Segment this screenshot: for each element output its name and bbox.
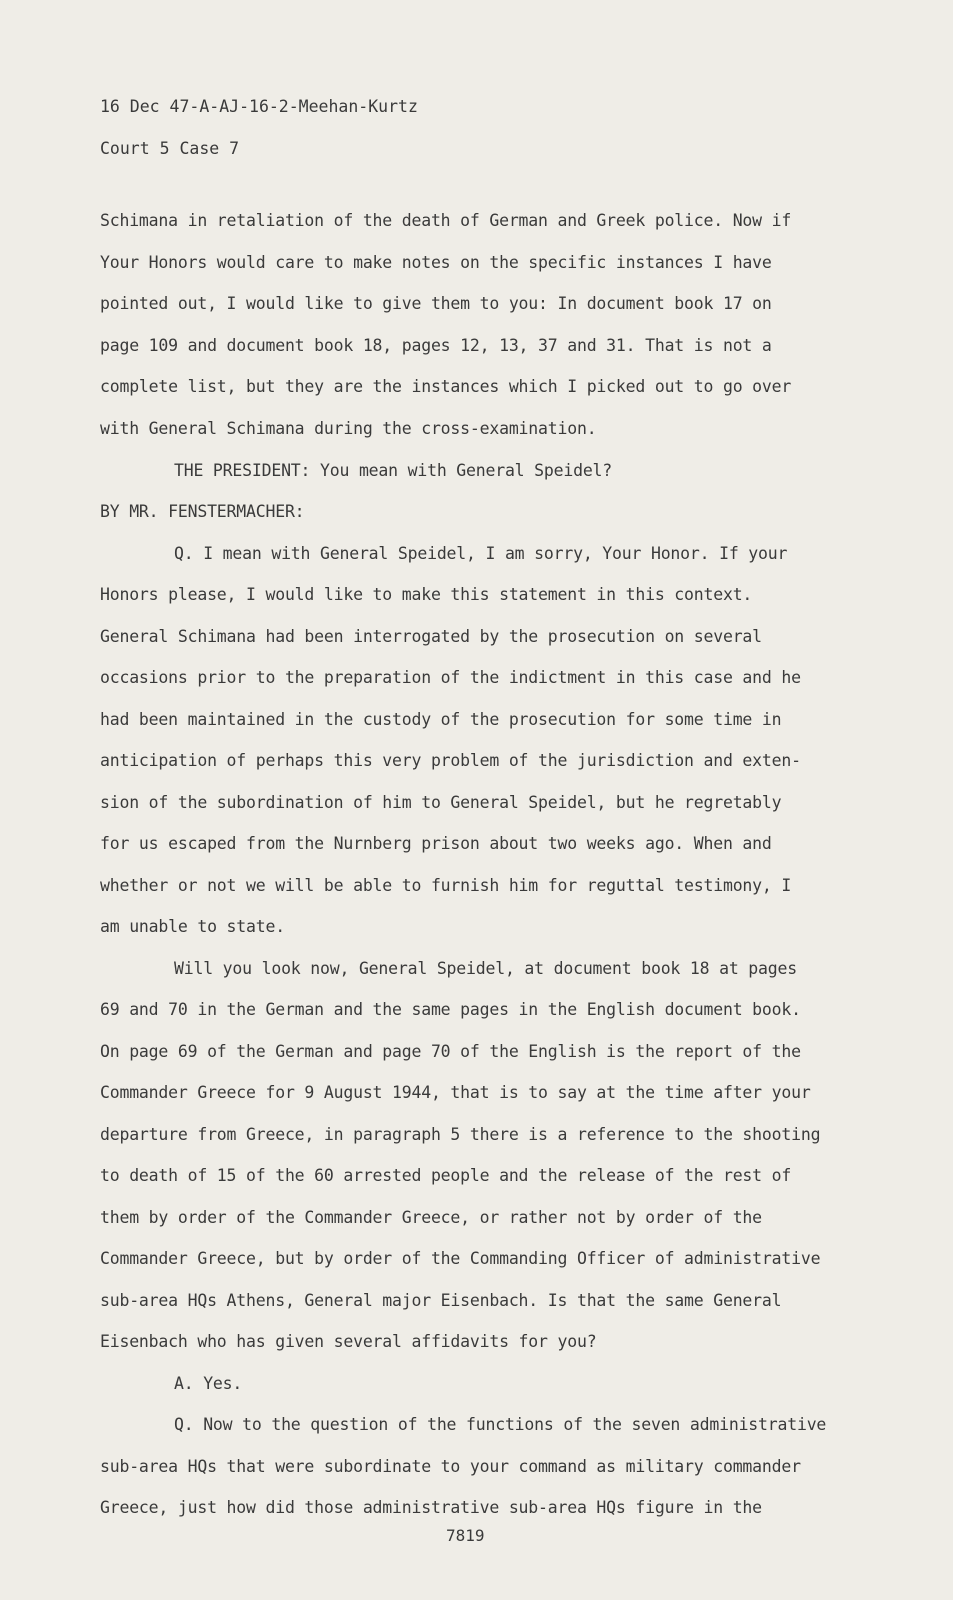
body-line-30: Q. Now to the question of the functions of the seven administrative (174, 1415, 827, 1434)
body-line-26: Commander Greece, but by order of the Commanding Officer of administrative (100, 1249, 821, 1268)
body-line-18: am unable to state. (100, 917, 285, 936)
header-reference: 16 Dec 47-A-AJ-16-2-Meehan-Kurtz (100, 97, 418, 116)
body-line-20: 69 and 70 in the German and the same pages in the English document book. (100, 1000, 801, 1019)
body-line-29: A. Yes. (174, 1374, 243, 1393)
body-line-3: pointed out, I would like to give them to you: In document book 17 on (100, 294, 772, 313)
body-line-2: Your Honors would care to make notes on the specific instances I have (100, 253, 772, 272)
body-line-6: with General Schimana during the cross-examination. (100, 419, 597, 438)
body-line-10: Honors please, I would like to make this statement in this context. (100, 585, 753, 604)
body-line-9: Q. I mean with General Speidel, I am sorry, Your Honor. If your (174, 544, 788, 563)
body-line-16: for us escaped from the Nurnberg prison about two weeks ago. When and (100, 834, 772, 853)
body-line-11: General Schimana had been interrogated by the prosecution on several (100, 627, 762, 646)
body-line-19: Will you look now, General Speidel, at document book 18 at pages (174, 959, 797, 978)
header-court-case: Court 5 Case 7 (100, 139, 240, 158)
body-line-32: Greece, just how did those administrative sub-area HQs figure in the (100, 1498, 762, 1517)
body-line-1: Schimana in retaliation of the death of German and Greek police. Now if (100, 211, 792, 230)
body-line-31: sub-area HQs that were subordinate to your command as military commander (100, 1457, 801, 1476)
body-line-8: BY MR. FENSTERMACHER: (100, 502, 305, 521)
body-line-14: anticipation of perhaps this very problem of the jurisdiction and exten- (100, 751, 801, 770)
body-line-25: them by order of the Commander Greece, or rather not by order of the (100, 1208, 762, 1227)
body-line-24: to death of 15 of the 60 arrested people and the release of the rest of (100, 1166, 792, 1185)
body-line-12: occasions prior to the preparation of the indictment in this case and he (100, 668, 801, 687)
page-number: 7819 (446, 1526, 485, 1545)
body-line-23: departure from Greece, in paragraph 5 there is a reference to the shooting (100, 1125, 821, 1144)
body-line-28: Eisenbach who has given several affidavits for you? (100, 1332, 597, 1351)
body-line-7: THE PRESIDENT: You mean with General Speidel? (174, 461, 613, 480)
body-line-15: sion of the subordination of him to General Speidel, but he regretably (100, 793, 782, 812)
body-line-17: whether or not we will be able to furnish him for reguttal testimony, I (100, 876, 792, 895)
body-line-27: sub-area HQs Athens, General major Eisenbach. Is that the same General (100, 1291, 782, 1310)
body-line-22: Commander Greece for 9 August 1944, that is to say at the time after your (100, 1083, 811, 1102)
body-line-13: had been maintained in the custody of the prosecution for some time in (100, 710, 782, 729)
body-line-21: On page 69 of the German and page 70 of the English is the report of the (100, 1042, 801, 1061)
body-line-4: page 109 and document book 18, pages 12, 13, 37 and 31. That is not a (100, 336, 772, 355)
body-line-5: complete list, but they are the instances which I picked out to go over (100, 377, 792, 396)
